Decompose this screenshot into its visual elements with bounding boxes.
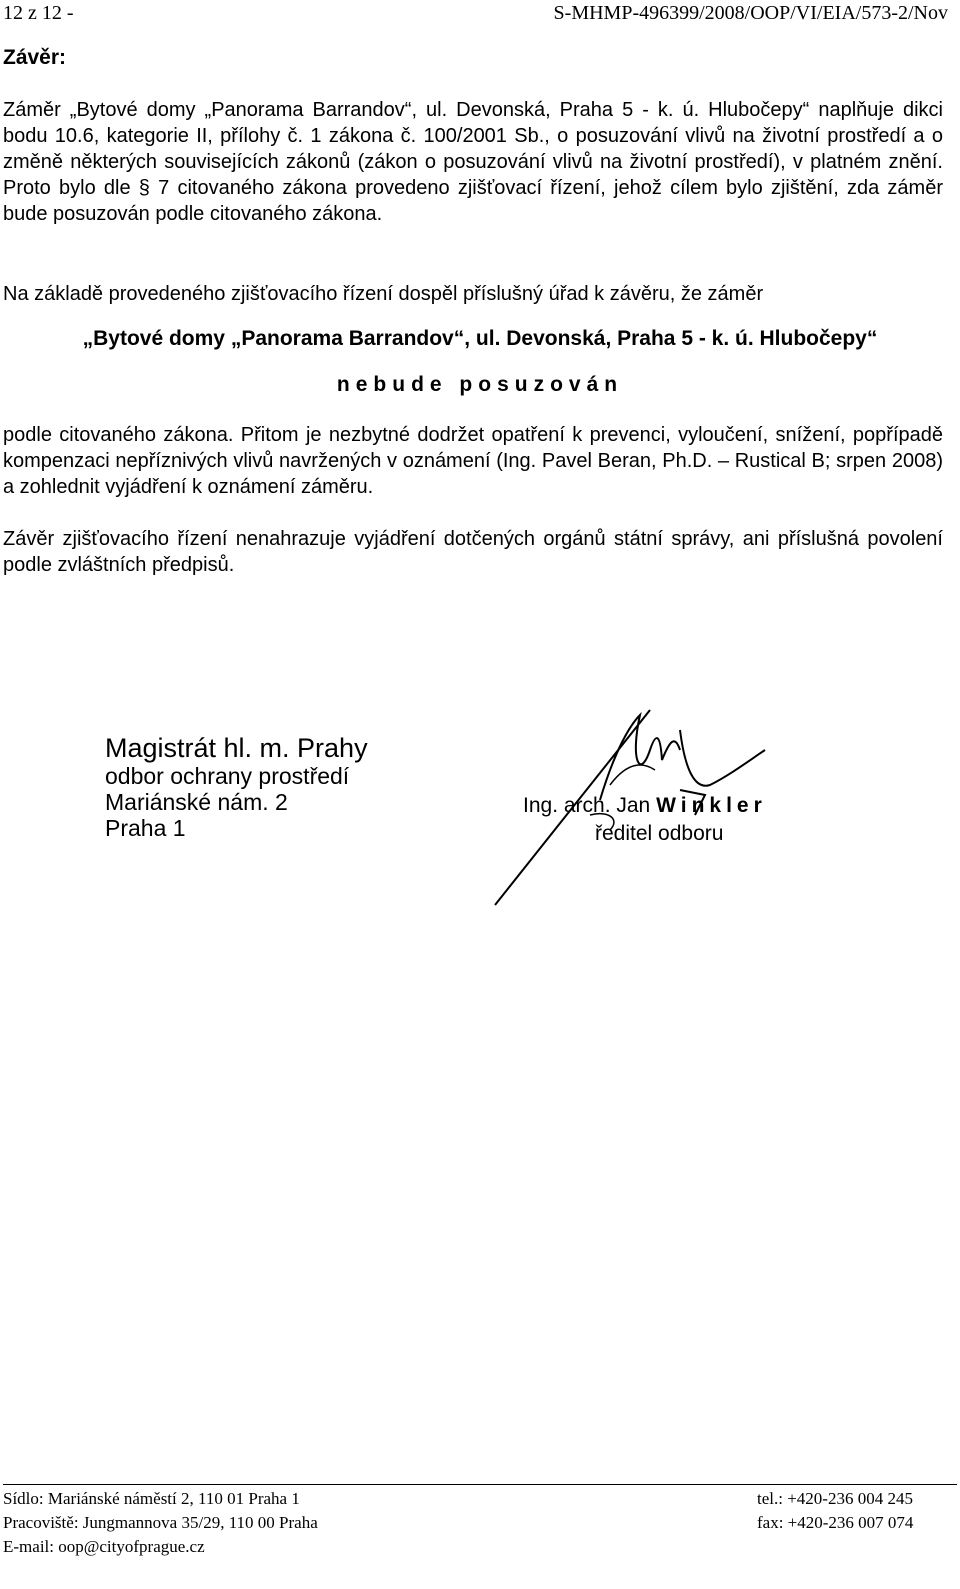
signer-surname: Winkler [656,794,767,817]
document-reference: S-MHMP-496399/2008/OOP/VI/EIA/573-2/Nov [553,2,948,24]
footer-address: Sídlo: Mariánské náměstí 2, 110 01 Praha 1 [3,1489,300,1508]
footer-divider [3,1484,957,1485]
signer-title-name: Ing. arch. Jan [523,794,651,817]
verdict-text: nebude posuzován [336,373,624,396]
paragraph-conclusion-lead: Na základě provedeného zjišťovacího řízení dospěl příslušný úřad k závěru, že záměr [3,283,764,305]
footer-contact-right [757,1487,913,1535]
footer-email: E-mail: oop@cityofprague.cz [3,1537,205,1556]
signer-role: ředitel odboru [595,822,724,845]
signer-block [523,792,767,848]
signer-name-line [523,792,767,820]
footer-tel: tel.: +420-236 004 245 [757,1489,913,1508]
paragraph-disclaimer: Závěr zjišťovacího řízení nenahrazuje vyjádření dotčených orgánů státní správy, ani příslušná povolení podle zvláštních předpisů. [3,528,943,576]
project-subject: „Bytové domy „Panorama Barrandov“, ul. Devonská, Praha 5 - k. ú. Hlubočepy“ [82,327,878,350]
paragraph-conditions: podle citovaného zákona. Přitom je nezbytné dodržet opatření k prevenci, vyloučení, snížení, popřípadě kompenzaci nepříznivých vlivů navržených v oznámení (Ing. Pavel Beran, Ph.D. – Rustical B; srpen 2008) a zohlednit vyjádření k oznámení záměru. [3,424,943,498]
office-city: Praha 1 [105,815,186,841]
footer-workplace: Pracoviště: Jungmannova 35/29, 110 00 Praha [3,1513,318,1532]
paragraph-intro: Záměr „Bytové domy „Panorama Barrandov“, ul. Devonská, Praha 5 - k. ú. Hlubočepy“ naplňuje dikci bodu 10.6, kategorie II, přílohy č. 1 zákona č. 100/2001 Sb., o posuzování vlivů na životní prostředí a o změně některých souvisejících zákonů (zákon o posuzování vlivů na životní prostředí), v platném znění. Proto bylo dle § 7 citovaného zákona provedeno zjišťovací řízení, jehož cílem bylo zjištění, zda záměr bude posuzován podle citovaného zákona. [3,99,943,225]
office-department: odbor ochrany prostředí [105,763,350,789]
footer-fax: fax: +420-236 007 074 [757,1513,914,1532]
footer-contact-left [3,1487,318,1559]
office-street: Mariánské nám. 2 [105,789,288,815]
office-name: Magistrát hl. m. Prahy [105,733,368,763]
page-number: 12 z 12 - [3,2,74,24]
office-block [105,733,368,841]
section-heading: Závěr: [3,46,67,69]
